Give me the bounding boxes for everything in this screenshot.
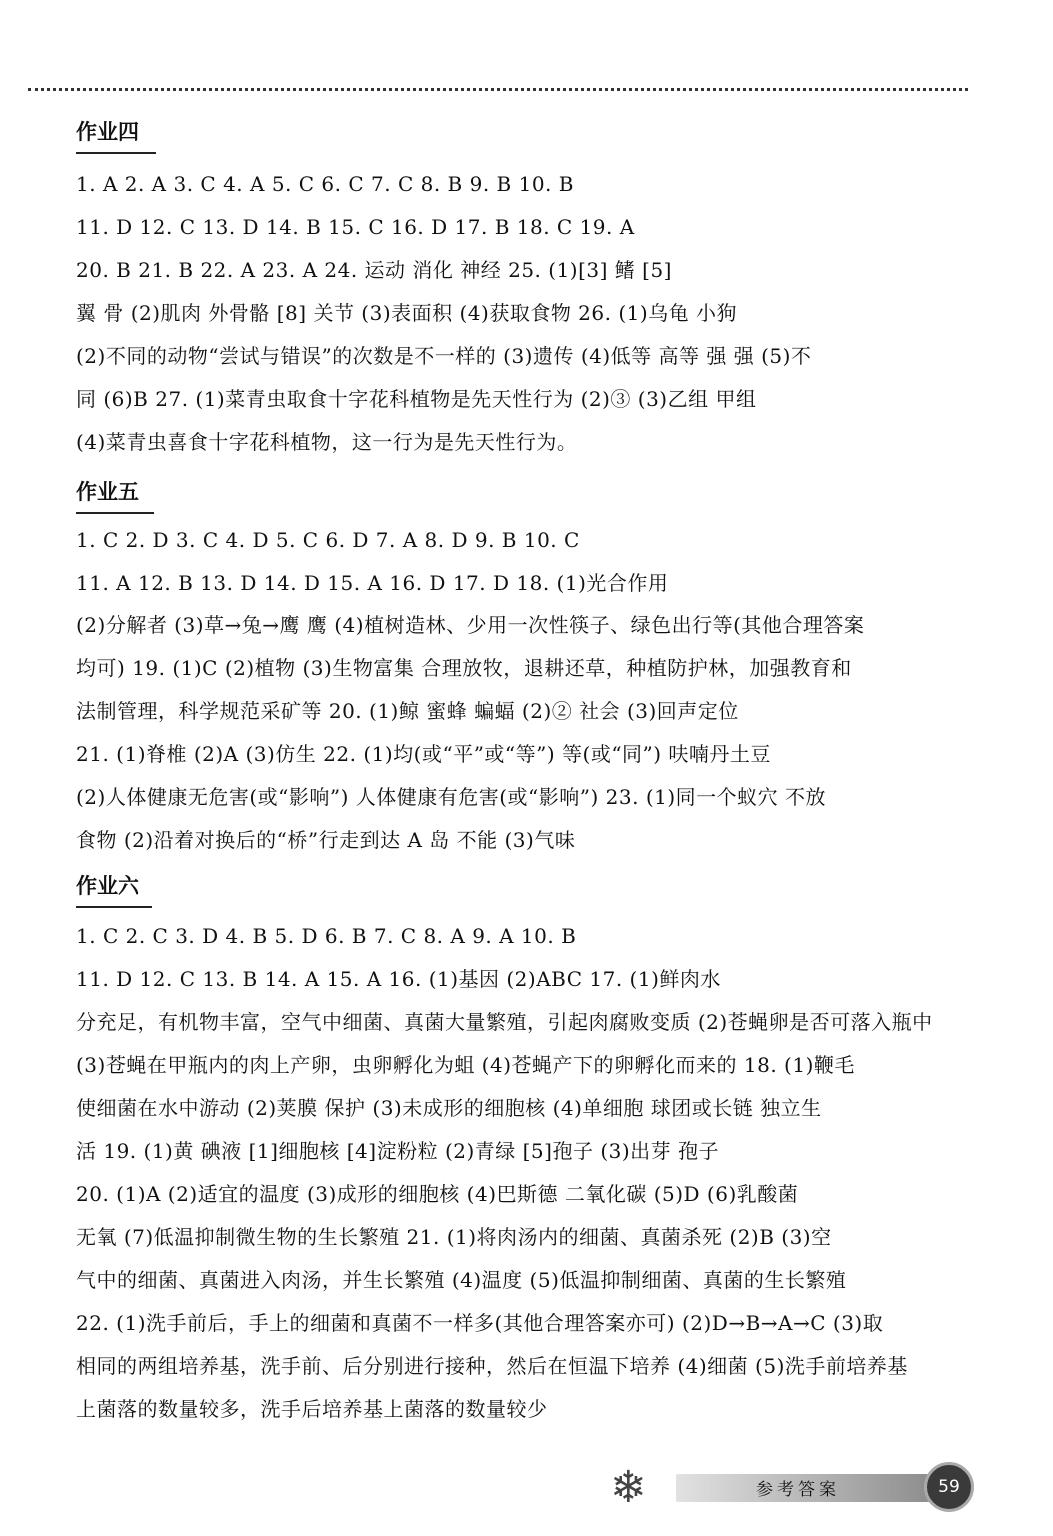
- answer-line: 11. D 12. C 13. D 14. B 15. C 16. D 17. B 18. C 19. A: [76, 215, 635, 239]
- answer-line: (2)不同的动物“尝试与错误”的次数是不一样的 (3)遗传 (4)低等 高等 强 强 (5)不: [76, 344, 812, 368]
- section-title-6: 作业六: [76, 872, 143, 900]
- answer-line: 气中的细菌、真菌进入肉汤，并生长繁殖 (4)温度 (5)低温抑制细菌、真菌的生长繁殖: [76, 1268, 847, 1292]
- answer-line: 上菌落的数量较多，洗手后培养基上菌落的数量较少: [76, 1397, 548, 1421]
- answer-line: (3)苍蝇在甲瓶内的肉上产卵，虫卵孵化为蛆 (4)苍蝇产下的卵孵化而来的 18. (1)鞭毛: [76, 1053, 855, 1077]
- top-dotted-rule: [28, 88, 968, 91]
- answer-line: (2)人体健康无危害(或“影响”) 人体健康有危害(或“影响”) 23. (1)同一个蚁穴 不放: [76, 785, 827, 809]
- page-footer: [610, 1456, 970, 1520]
- section-title-4: 作业四: [76, 118, 143, 146]
- answer-line: 活 19. (1)黄 碘液 [1]细胞核 [4]淀粉粒 (2)青绿 [5]孢子 (3)出芽 孢子: [76, 1139, 720, 1163]
- answer-line: 分充足，有机物丰富，空气中细菌、真菌大量繁殖，引起肉腐败变质 (2)苍蝇卵是否可落入瓶中: [76, 1010, 933, 1034]
- answer-line: (2)分解者 (3)草→兔→鹰 鹰 (4)植树造林、少用一次性筷子、绿色出行等(其他合理答案: [76, 613, 865, 637]
- answer-line: 翼 骨 (2)肌肉 外骨骼 [8] 关节 (3)表面积 (4)获取食物 26. (1)乌龟 小狗: [76, 301, 738, 325]
- answer-line: 无氧 (7)低温抑制微生物的生长繁殖 21. (1)将肉汤内的细菌、真菌杀死 (2)B (3)空: [76, 1225, 832, 1249]
- answer-line: 1. A 2. A 3. C 4. A 5. C 6. C 7. C 8. B 9. B 10. B: [76, 172, 574, 196]
- answer-line: 使细菌在水中游动 (2)荚膜 保护 (3)未成形的细胞核 (4)单细胞 球团或长链 独立生: [76, 1096, 822, 1120]
- answer-line: 11. A 12. B 13. D 14. D 15. A 16. D 17. D 18. (1)光合作用: [76, 571, 669, 595]
- answer-line: 11. D 12. C 13. B 14. A 15. A 16. (1)基因 (2)ABC 17. (1)鲜肉水: [76, 967, 721, 991]
- snowflake-icon: ❄: [610, 1462, 647, 1513]
- answer-line: 食物 (2)沿着对换后的“桥”行走到达 A 岛 不能 (3)气味: [76, 828, 576, 852]
- page-number: 59: [924, 1462, 974, 1512]
- answer-line: 22. (1)洗手前后，手上的细菌和真菌不一样多(其他合理答案亦可) (2)D→B→A→C (3)取: [76, 1311, 884, 1335]
- answer-line: (4)菜青虫喜食十字花科植物，这一行为是先天性行为。: [76, 430, 578, 454]
- answer-line: 20. (1)A (2)适宜的温度 (3)成形的细胞核 (4)巴斯德 二氧化碳 (5)D (6)乳酸菌: [76, 1182, 799, 1206]
- answer-line: 法制管理，科学规范采矿等 20. (1)鲸 蜜蜂 蝙蝠 (2)② 社会 (3)回声定位: [76, 699, 739, 723]
- answer-line: 21. (1)脊椎 (2)A (3)仿生 22. (1)均(或“平”或“等”) 等(或“同”) 呋喃丹土豆: [76, 742, 771, 766]
- answer-line: 1. C 2. D 3. C 4. D 5. C 6. D 7. A 8. D 9. B 10. C: [76, 528, 580, 552]
- answer-line: 相同的两组培养基，洗手前、后分别进行接种，然后在恒温下培养 (4)细菌 (5)洗手前培养基: [76, 1354, 908, 1378]
- answer-line: 20. B 21. B 22. A 23. A 24. 运动 消化 神经 25. (1)[3] 鳍 [5]: [76, 258, 672, 282]
- answer-line: 1. C 2. C 3. D 4. B 5. D 6. B 7. C 8. A 9. A 10. B: [76, 924, 577, 948]
- footer-label: 参考答案: [756, 1480, 840, 1500]
- answer-line: 均可) 19. (1)C (2)植物 (3)生物富集 合理放牧，退耕还草，种植防护林，加强教育和: [76, 656, 852, 680]
- answer-line: 同 (6)B 27. (1)菜青虫取食十字花科植物是先天性行为 (2)③ (3)乙组 甲组: [76, 387, 757, 411]
- section-title-5: 作业五: [76, 478, 143, 506]
